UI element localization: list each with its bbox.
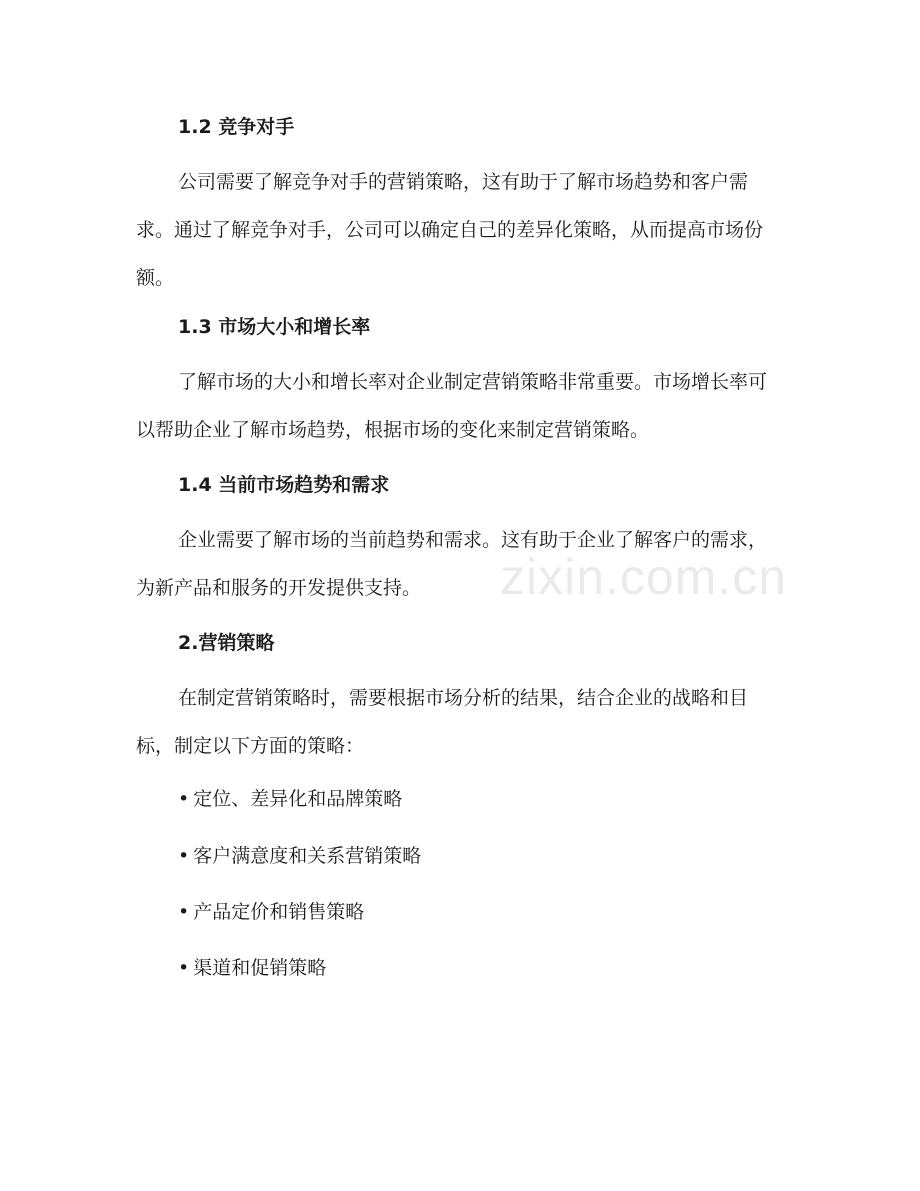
watermark: zixin.com.cn [500,549,788,605]
paragraph-marketing-strategy: 在制定营销策略时，需要根据市场分析的结果，结合企业的战略和目标，制定以下方面的策略： [136,687,749,757]
bullet-dot: • [178,788,190,810]
section-heading-marketing-strategy: 2.营销策略 [178,632,275,654]
paragraph-market-trends: 企业需要了解市场的当前趋势和需求。这有助于企业了解客户的需求，为新产品和服务的开发提供支持。 [136,529,768,599]
bullet-dot: • [178,845,190,867]
section-heading-market-trends: 1.4 当前市场趋势和需求 [178,474,390,496]
section-heading-market-size: 1.3 市场大小和增长率 [178,316,371,338]
list-item-text: 定位、差异化和品牌策略 [193,788,403,810]
bullet-dot: • [178,901,190,923]
paragraph-market-size: 了解市场的大小和增长率对企业制定营销策略非常重要。市场增长率可以帮助企业了解市场趋势，根据市场的变化来制定营销策略。 [136,371,768,441]
list-item-text: 客户满意度和关系营销策略 [193,845,422,867]
section-heading-competitors: 1.2 竞争对手 [178,116,295,138]
list-item [178,955,326,981]
list-item-text: 产品定价和销售策略 [193,901,365,923]
bullet-dot: • [178,957,190,979]
list-item [178,786,402,812]
paragraph-competitors: 公司需要了解竞争对手的营销策略，这有助于了解市场趋势和客户需求。通过了解竞争对手，公司可以确定自己的差异化策略，从而提高市场份额。 [136,171,764,289]
list-item-text: 渠道和促销策略 [193,957,327,979]
list-item [178,899,364,925]
list-item [178,843,421,869]
